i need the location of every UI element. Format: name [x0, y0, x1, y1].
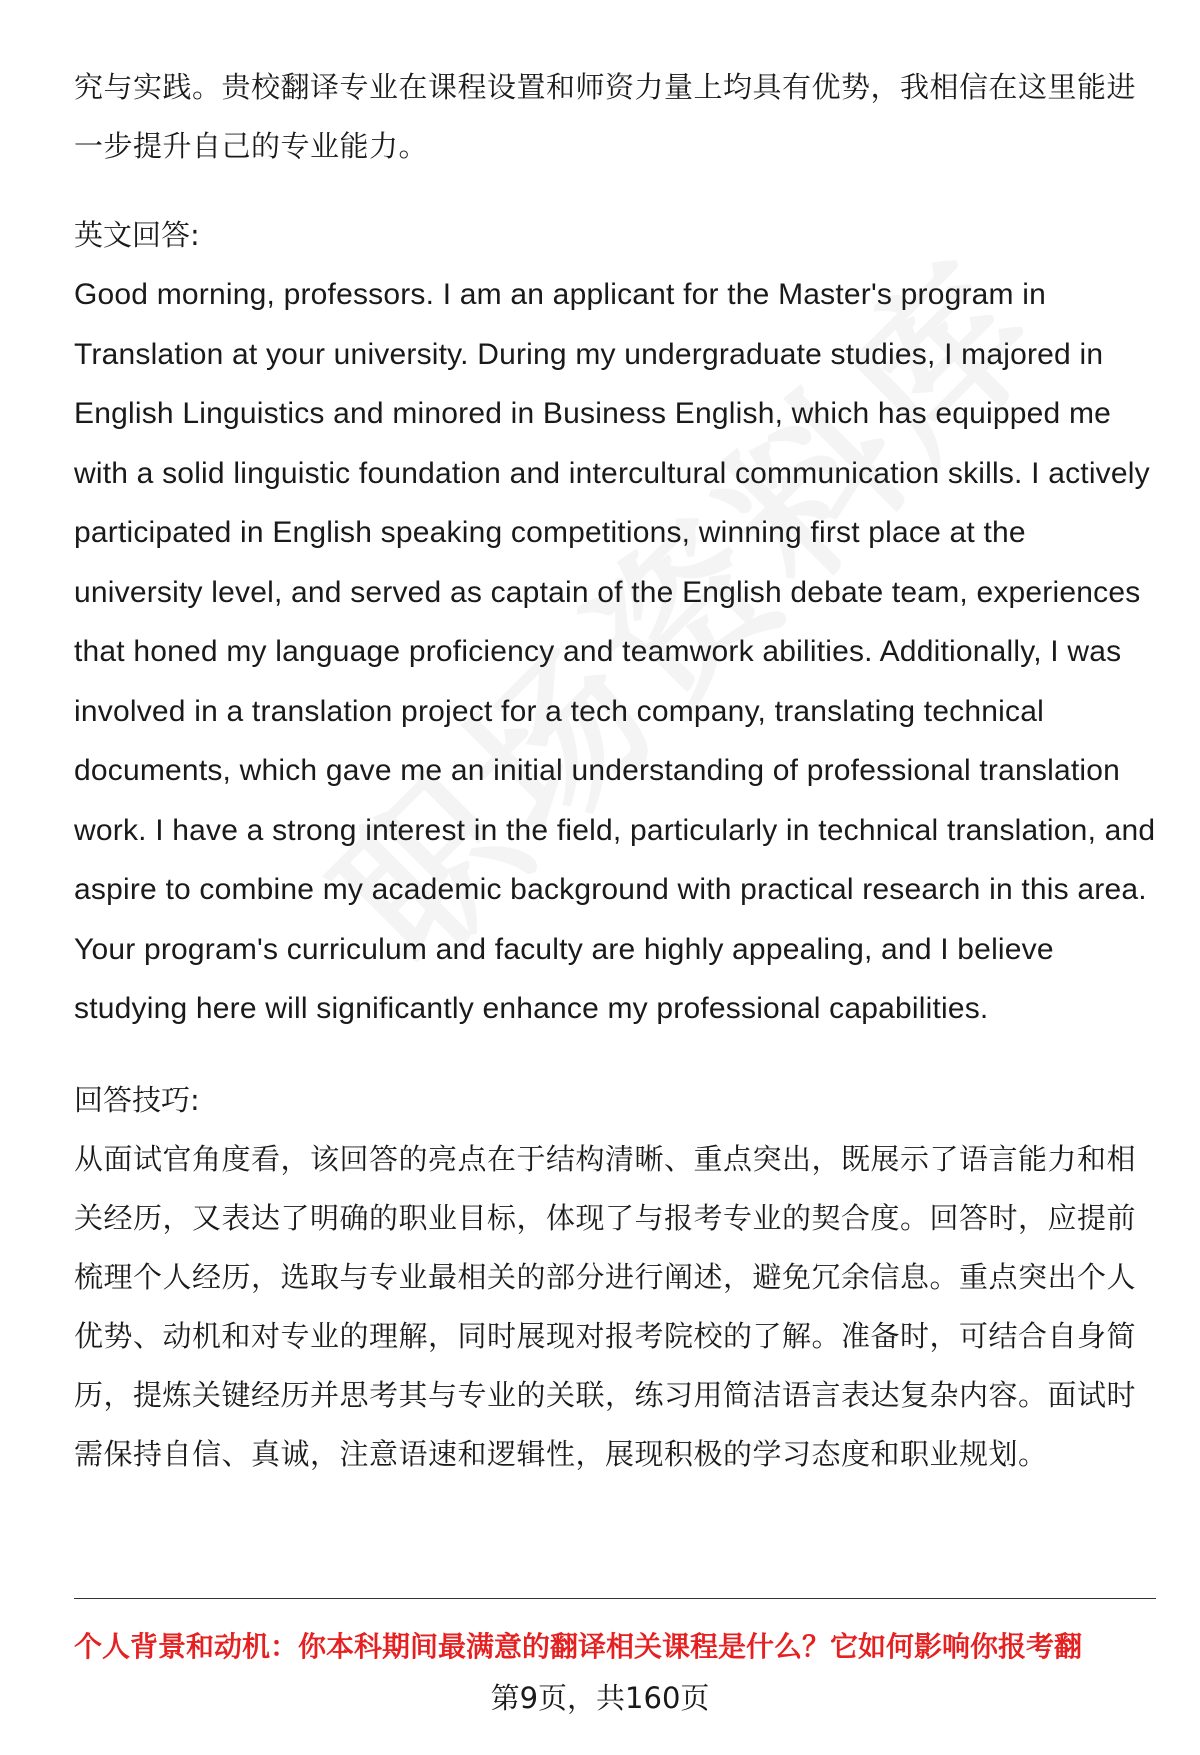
section-divider	[74, 1598, 1156, 1599]
tips-label: 回答技巧:	[74, 1082, 200, 1117]
tips-text: 从面试官角度看，该回答的亮点在于结构清晰、重点突出，既展示了语言能力和相关经历，又表达了明确的职业目标，体现了与报考专业的契合度。回答时，应提前梳理个人经历，选取与专业最相关的部分进行阐述，避免冗余信息。重点突出个人优势、动机和对专业的理解，同时展现对报考院校的了解。准备时，可结合自身简历，提炼关键经历并思考其与专业的关联，练习用简洁语言表达复杂内容。面试时需保持自信、真诚，注意语速和逻辑性，展现积极的学习态度和职业规划。	[74, 1141, 1137, 1471]
page-content	[74, 58, 1156, 1484]
next-question-title: 个人背景和动机：你本科期间最满意的翻译相关课程是什么？它如何影响你报考翻	[74, 1630, 1083, 1663]
intro-paragraph: 究与实践。贵校翻译专业在课程设置和师资力量上均具有优势，我相信在这里能进一步提升自己的专业能力。	[74, 70, 1137, 163]
english-answer-text: Good morning, professors. I am an applicant for the Master's program in Translation at your university. During my undergraduate studies, I majored in English Linguistics and minored in Business English, which has equipped me with a solid linguistic foundation and intercultural communication skills. I actively participated in English speaking competitions, winning first place at the university level, and served as captain of the English debate team, experiences that honed my language proficiency and teamwork abilities. Additionally, I was involved in a translation project for a tech company, translating technical documents, which gave me an initial understanding of professional translation work. I have a strong interest in the field, particularly in technical translation, and aspire to combine my academic background with practical research in this area. Your program's curriculum and faculty are highly appealing, and I believe studying here will significantly enhance my professional capabilities.	[74, 278, 1156, 1025]
english-answer-label: 英文回答:	[74, 218, 200, 252]
page-number-footer: 第9页，共160页	[490, 1681, 710, 1715]
